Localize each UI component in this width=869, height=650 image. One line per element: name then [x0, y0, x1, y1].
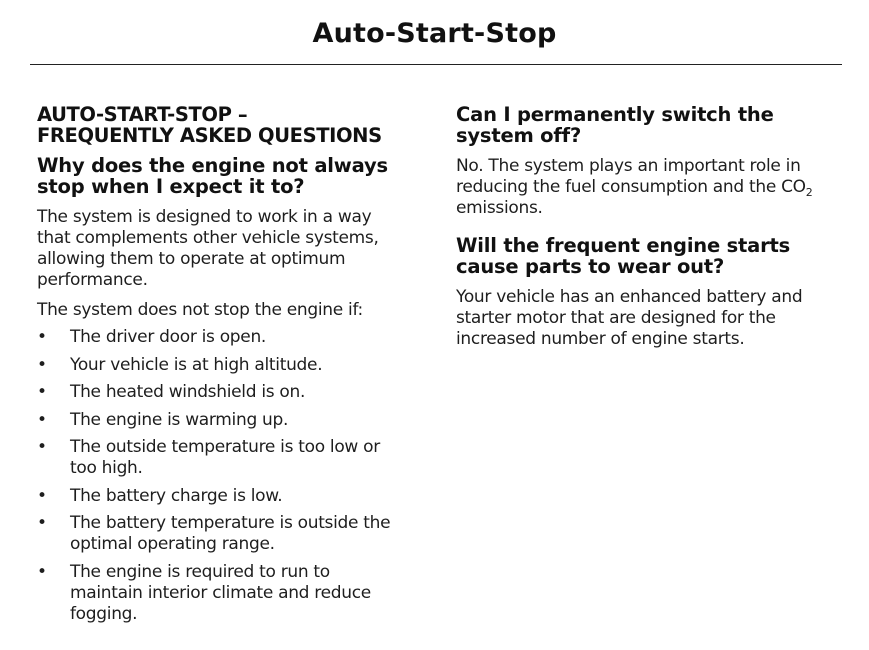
list-item-text: The heated windshield is on.	[70, 382, 306, 402]
list-intro	[37, 300, 432, 321]
faq-heading-line-2: FREQUENTLY ASKED QUESTIONS	[37, 124, 382, 147]
list-item-text: The battery temperature is outside the	[70, 513, 391, 533]
bullet-icon: •	[37, 561, 47, 582]
list-item	[37, 355, 432, 376]
list-item	[37, 327, 432, 348]
bullet-icon: •	[37, 437, 47, 457]
list-item	[37, 382, 432, 403]
faq-section-heading	[37, 104, 432, 146]
answer-line: that complements other vehicle systems,	[37, 228, 379, 248]
co2-subscript: 2	[805, 186, 813, 199]
title-divider	[30, 64, 842, 65]
list-item-text: optimal operating range.	[70, 534, 275, 554]
left-column	[37, 104, 432, 631]
bullet-icon: •	[37, 327, 47, 347]
question-parts-wear	[456, 235, 851, 277]
answer-parts-wear	[456, 287, 851, 350]
question-line: system off?	[456, 124, 582, 147]
list-item-text: The engine is warming up.	[70, 409, 289, 430]
list-item-text: The driver door is open.	[70, 327, 267, 347]
answer-line	[456, 177, 851, 198]
list-item-text: The engine is required to run to	[70, 561, 330, 582]
bullet-icon: •	[37, 382, 47, 402]
question-switch-off	[456, 104, 851, 146]
question-line: stop when I expect it to?	[37, 175, 305, 198]
list-item-text: too high.	[70, 458, 143, 478]
list-item-text: fogging.	[70, 603, 138, 624]
bullet-icon: •	[37, 354, 47, 375]
list-item-text: The outside temperature is too low or	[70, 437, 380, 457]
answer-line: starter motor that are designed for the	[456, 308, 776, 328]
answer-line: increased number of engine starts.	[456, 329, 745, 349]
question-line: cause parts to wear out?	[456, 255, 725, 278]
right-column	[456, 104, 851, 359]
question-line: Will the frequent engine starts	[456, 234, 791, 257]
list-item	[37, 410, 432, 431]
answer-text: reducing the fuel consumption and the CO	[456, 177, 806, 197]
list-item	[37, 562, 432, 625]
list-item	[37, 486, 432, 507]
answer-engine-not-stopping	[37, 207, 432, 291]
engine-stop-conditions-list	[37, 327, 432, 625]
list-item-text: maintain interior climate and reduce	[70, 582, 371, 603]
question-line: Why does the engine not always	[37, 154, 388, 177]
answer-switch-off	[456, 156, 851, 219]
answer-line: allowing them to operate at optimum	[37, 249, 346, 269]
list-item	[37, 513, 432, 555]
answer-line: No. The system plays an important role in	[456, 156, 801, 176]
answer-line: Your vehicle has an enhanced battery and	[456, 287, 803, 307]
answer-line: performance.	[37, 270, 148, 290]
list-item	[37, 437, 432, 479]
question-line: Can I permanently switch the	[456, 103, 774, 126]
question-engine-not-stopping	[37, 155, 432, 197]
bullet-icon: •	[37, 409, 47, 430]
faq-heading-line-1: AUTO-START-STOP –	[37, 103, 248, 126]
list-intro-text: The system does not stop the engine if:	[37, 300, 363, 320]
bullet-icon: •	[37, 485, 47, 506]
list-item-text: Your vehicle is at high altitude.	[70, 354, 323, 375]
bullet-icon: •	[37, 513, 47, 533]
answer-line: emissions.	[456, 198, 543, 218]
list-item-text: The battery charge is low.	[70, 485, 283, 506]
answer-line: The system is designed to work in a way	[37, 207, 372, 227]
page-title: Auto-Start-Stop	[312, 18, 557, 49]
